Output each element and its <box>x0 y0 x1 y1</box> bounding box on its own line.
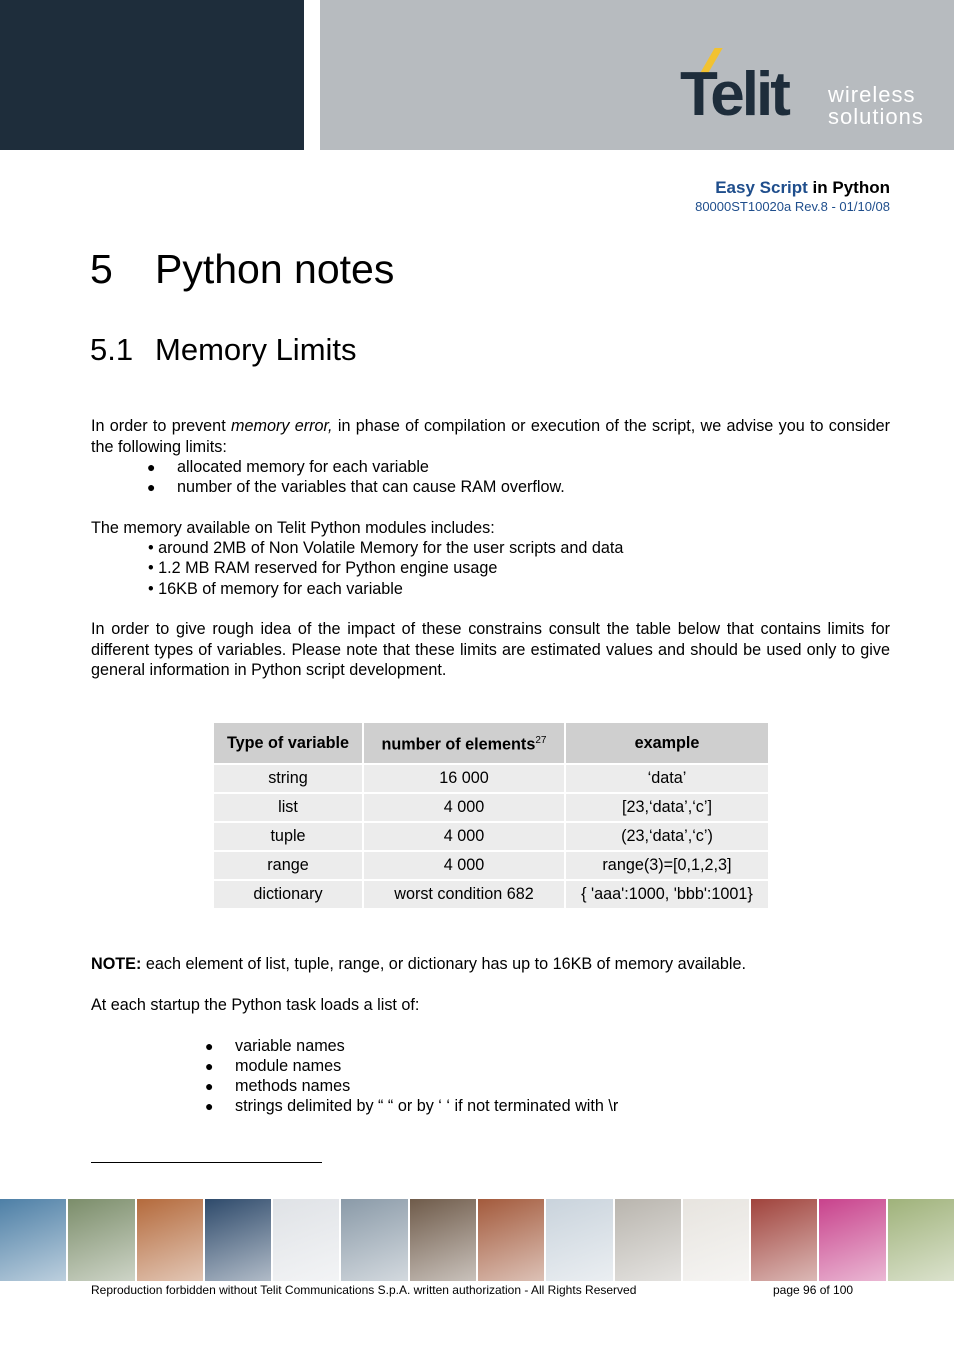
cell-count: 4 000 <box>363 851 565 880</box>
bullet-dot-icon: ● <box>205 1058 214 1074</box>
footer-photo-tile <box>68 1199 134 1281</box>
intro-text-a: In order to prevent <box>91 417 231 435</box>
footnote-ref: 27 <box>535 735 547 747</box>
bullet-dot-icon: ● <box>205 1078 214 1094</box>
telit-logo <box>676 48 936 134</box>
table-header-count <box>363 722 565 764</box>
table-header-row <box>213 722 769 764</box>
cell-example: (23,‘data’,‘c’) <box>565 822 769 851</box>
footer-photo-tile <box>546 1199 612 1281</box>
intro-bullet-text: number of the variables that can cause RAM overflow. <box>177 478 565 496</box>
startup-bullet-2 <box>205 1056 341 1077</box>
footer-photo-tile <box>888 1199 954 1281</box>
logo-wordmark: Telit <box>680 60 788 129</box>
table-row <box>213 793 769 822</box>
cell-example: { 'aaa':1000, 'bbb':1001} <box>565 880 769 909</box>
cell-example: ‘data’ <box>565 764 769 793</box>
footer-photo-tile <box>478 1199 544 1281</box>
logo-tagline <box>828 84 924 128</box>
footer-photo-tile <box>683 1199 749 1281</box>
footer-photo-tile <box>819 1199 885 1281</box>
footer-photo-tile <box>273 1199 339 1281</box>
document-title-suffix: in Python <box>807 178 890 197</box>
cell-count: 4 000 <box>363 793 565 822</box>
startup-bullet-text: strings delimited by “ “ or by ‘ ‘ if not terminated with \r <box>235 1097 619 1115</box>
heading-section-number: 5 <box>90 246 113 292</box>
memory-item-1: • around 2MB of Non Volatile Memory for the user scripts and data <box>148 539 624 557</box>
header-dark-block <box>0 0 304 150</box>
cell-example: range(3)=[0,1,2,3] <box>565 851 769 880</box>
cell-type: dictionary <box>213 880 363 909</box>
heading-subsection <box>90 330 357 370</box>
bullet-dot-icon: ● <box>205 1038 214 1054</box>
footer-photo-tile <box>205 1199 271 1281</box>
startup-bullet-3 <box>205 1076 350 1097</box>
intro-text-italic: memory error, <box>231 417 333 435</box>
footer-photo-tile <box>615 1199 681 1281</box>
footer-photo-tile <box>137 1199 203 1281</box>
logo-tagline-line2: solutions <box>828 104 924 129</box>
footer-photo-tile <box>410 1199 476 1281</box>
cell-type: list <box>213 793 363 822</box>
startup-bullet-text: module names <box>235 1057 342 1075</box>
cell-type: string <box>213 764 363 793</box>
startup-lead: At each startup the Python task loads a list of: <box>91 996 420 1014</box>
document-title-product: Easy Script <box>715 178 808 197</box>
heading-section <box>90 244 394 294</box>
intro-text-b: in phase of compilation or execution of the script, we advise you to consider the following limits: <box>91 417 890 456</box>
cell-example: [23,‘data’,‘c’] <box>565 793 769 822</box>
limits-table <box>212 721 770 910</box>
table-header-example: example <box>565 722 769 764</box>
document-title <box>715 178 890 198</box>
table-row <box>213 880 769 909</box>
startup-bullet-1 <box>205 1036 345 1057</box>
memory-item-3: • 16KB of memory for each variable <box>148 580 403 598</box>
note-label: NOTE: <box>91 955 142 973</box>
footer-photo-tile <box>0 1199 66 1281</box>
footnote-separator <box>91 1162 322 1163</box>
cell-type: tuple <box>213 822 363 851</box>
cell-count: worst condition 682 <box>363 880 565 909</box>
table-header-count-text: number of elements <box>381 735 536 754</box>
cell-count: 16 000 <box>363 764 565 793</box>
note-paragraph <box>91 954 890 975</box>
footer-photo-tile <box>751 1199 817 1281</box>
footer-copyright: Reproduction forbidden without Telit Communications S.p.A. written authorization - All Rights Reserved <box>91 1283 637 1297</box>
table-row <box>213 764 769 793</box>
bullet-dot-icon: ● <box>205 1098 214 1114</box>
bullet-dot-icon: ● <box>147 479 156 495</box>
table-header-type: Type of variable <box>213 722 363 764</box>
footer-photo-tile <box>341 1199 407 1281</box>
table-row <box>213 851 769 880</box>
logo-tagline-line1: wireless <box>828 82 916 107</box>
bullet-dot-icon: ● <box>147 459 156 475</box>
heading-subsection-text: Memory Limits <box>155 332 357 367</box>
cell-count: 4 000 <box>363 822 565 851</box>
table-intro-paragraph: In order to give rough idea of the impact of these constrains consult the table below that contains limits for different types of variables. Please note that these limits are estimated values and should be used only to give general information in Python script development. <box>91 620 890 679</box>
intro-bullet-2 <box>147 477 565 498</box>
footer-page-number: page 96 of 100 <box>773 1283 854 1297</box>
intro-bullet-1 <box>147 457 429 478</box>
memory-lead: The memory available on Telit Python modules includes: <box>91 519 495 537</box>
document-reference: 80000ST10020a Rev.8 - 01/10/08 <box>695 199 890 214</box>
table-row <box>213 822 769 851</box>
memory-item-2: • 1.2 MB RAM reserved for Python engine usage <box>148 559 498 577</box>
startup-bullet-text: methods names <box>235 1077 351 1095</box>
startup-bullet-text: variable names <box>235 1037 345 1055</box>
intro-paragraph <box>91 416 890 457</box>
footer-image-strip <box>0 1199 954 1281</box>
heading-subsection-number: 5.1 <box>90 332 134 367</box>
intro-bullet-text: allocated memory for each variable <box>177 458 429 476</box>
heading-section-text: Python notes <box>155 246 395 292</box>
note-text: each element of list, tuple, range, or dictionary has up to 16KB of memory available. <box>141 955 747 973</box>
cell-type: range <box>213 851 363 880</box>
startup-bullet-4 <box>205 1096 618 1117</box>
